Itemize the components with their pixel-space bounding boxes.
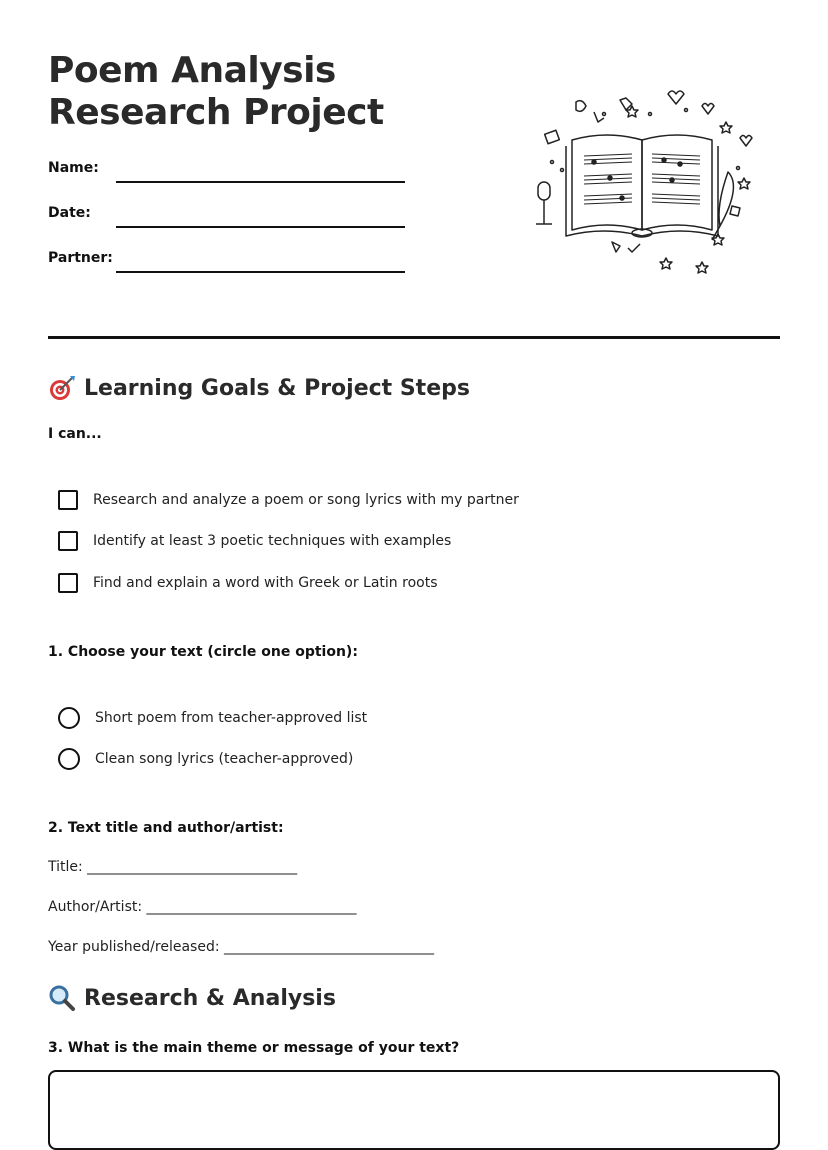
radio-circle[interactable]: [58, 748, 80, 770]
page-title: Poem Analysis Research Project: [48, 50, 384, 133]
author-line[interactable]: Author/Artist: ______________________________: [48, 899, 357, 915]
checklist-item[interactable]: [58, 529, 451, 553]
i-can-label: I can...: [48, 426, 102, 442]
question-2: 2. Text title and author/artist:: [48, 820, 284, 836]
checklist-item[interactable]: [58, 571, 437, 595]
theme-answer-box[interactable]: [48, 1070, 780, 1150]
partner-line[interactable]: [116, 271, 405, 273]
name-line[interactable]: [116, 181, 405, 183]
checklist-item[interactable]: [58, 488, 519, 512]
checkbox[interactable]: [58, 573, 78, 593]
magnifying-glass-icon: [48, 984, 76, 1012]
name-field[interactable]: [48, 160, 408, 184]
year-line[interactable]: Year published/released: ______________________________: [48, 939, 435, 955]
question-1: 1. Choose your text (circle one option):: [48, 644, 358, 660]
date-line[interactable]: [116, 226, 405, 228]
microphone: [538, 182, 550, 200]
worksheet-page: [48, 0, 780, 1118]
section-divider: [48, 336, 780, 339]
title-line[interactable]: Title: ______________________________: [48, 859, 298, 875]
research-heading: [48, 984, 336, 1012]
text-option[interactable]: [58, 747, 353, 771]
option-text: Clean song lyrics (teacher-approved): [95, 751, 354, 767]
question-3: 3. What is the main theme or message of your text?: [48, 1040, 460, 1056]
learning-goals-title: Learning Goals & Project Steps: [84, 375, 470, 401]
checklist-text: Find and explain a word with Greek or Latin roots: [93, 575, 438, 591]
name-label: Name:: [48, 160, 99, 176]
date-label: Date:: [48, 205, 91, 221]
text-option[interactable]: [58, 706, 367, 730]
partner-label: Partner:: [48, 250, 113, 266]
quill-feather: [719, 172, 733, 226]
research-title: Research & Analysis: [84, 985, 336, 1011]
checklist-text: Identify at least 3 poetic techniques with examples: [93, 533, 452, 549]
radio-circle[interactable]: [58, 707, 80, 729]
learning-goals-heading: [48, 374, 470, 402]
option-text: Short poem from teacher-approved list: [95, 710, 368, 726]
checkbox[interactable]: [58, 531, 78, 551]
partner-field[interactable]: [48, 250, 408, 274]
checklist-text: Research and analyze a poem or song lyrics with my partner: [93, 492, 519, 508]
date-field[interactable]: [48, 205, 408, 229]
checkbox[interactable]: [58, 490, 78, 510]
target-icon: [48, 374, 76, 402]
book-music-illustration: [532, 78, 762, 278]
